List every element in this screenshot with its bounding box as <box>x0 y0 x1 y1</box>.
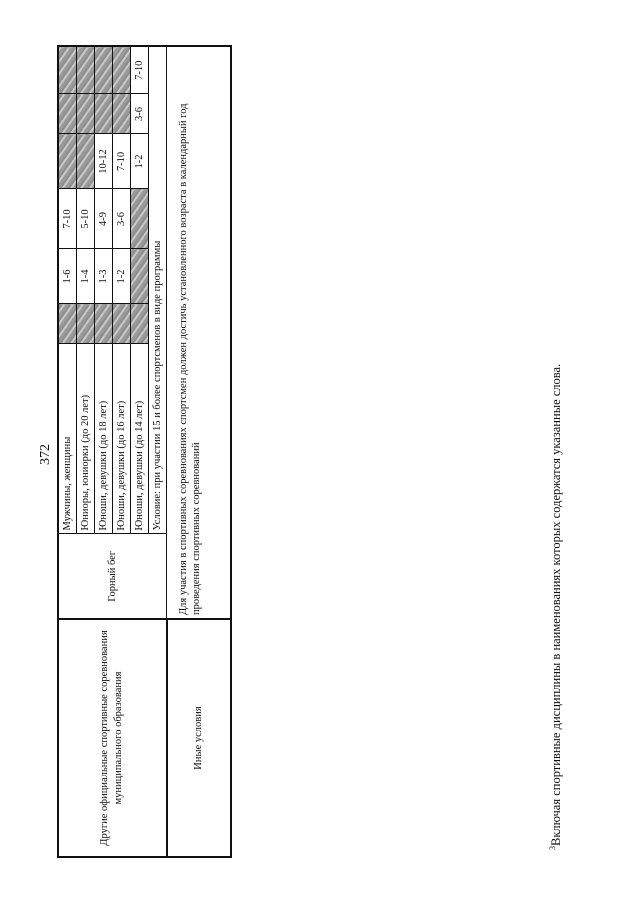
place-range-cell: 3-6 <box>131 94 149 134</box>
section-cell: Другие официальные спортивные соревнования муниципального образования <box>58 619 167 857</box>
place-range-cell: 1-3 <box>95 249 113 304</box>
place-range-cell: 3-6 <box>113 189 131 249</box>
other-conditions-label: Иные условия <box>167 619 231 857</box>
shaded-cell <box>113 46 131 94</box>
shaded-cell <box>58 304 77 344</box>
shaded-cell <box>95 46 113 94</box>
table-row <box>58 46 77 857</box>
shaded-cell <box>77 46 95 94</box>
footnote-mark: 3 <box>548 846 557 850</box>
place-range-cell: 10-12 <box>95 134 113 189</box>
place-range-cell: 5-10 <box>77 189 95 249</box>
shaded-cell <box>77 94 95 134</box>
shaded-cell <box>113 304 131 344</box>
shaded-cell <box>58 46 77 94</box>
requirements-table <box>57 45 232 858</box>
category-label: Юноши, девушки (до 16 лет) <box>113 344 131 534</box>
category-label: Юниоры, юниорки (до 20 лет) <box>77 344 95 534</box>
other-conditions-text: Для участия в спортивных соревнованиях спортсмен должен достичь установленного возраста в календарный год проведения спортивных соревнований <box>167 46 231 619</box>
condition-text: Условие: при участии 15 и более спортсменов в виде программы <box>149 46 167 534</box>
shaded-cell <box>58 134 77 189</box>
footnote-text: Включая спортивные дисциплины в наименованиях которых содержатся указанные слова. <box>549 363 564 846</box>
shaded-cell <box>131 249 149 304</box>
shaded-cell <box>95 94 113 134</box>
place-range-cell: 4-9 <box>95 189 113 249</box>
place-range-cell: 7-10 <box>113 134 131 189</box>
shaded-cell <box>131 304 149 344</box>
place-range-cell: 1-6 <box>58 249 77 304</box>
category-label: Юноши, девушки (до 18 лет) <box>95 344 113 534</box>
place-range-cell: 7-10 <box>131 46 149 94</box>
place-range-cell: 7-10 <box>58 189 77 249</box>
shaded-cell <box>95 304 113 344</box>
shaded-cell <box>113 94 131 134</box>
discipline-cell: Горный бег <box>58 534 167 619</box>
shaded-cell <box>58 94 77 134</box>
place-range-cell: 1-2 <box>131 134 149 189</box>
shaded-cell <box>77 304 95 344</box>
place-range-cell: 1-4 <box>77 249 95 304</box>
other-conditions-row <box>167 46 231 857</box>
category-label: Мужчины, женщины <box>58 344 77 534</box>
footnote <box>548 364 564 850</box>
page-number: 372 <box>38 444 53 465</box>
shaded-cell <box>77 134 95 189</box>
category-label: Юноши, девушки (до 14 лет) <box>131 344 149 534</box>
shaded-cell <box>131 189 149 249</box>
place-range-cell: 1-2 <box>113 249 131 304</box>
